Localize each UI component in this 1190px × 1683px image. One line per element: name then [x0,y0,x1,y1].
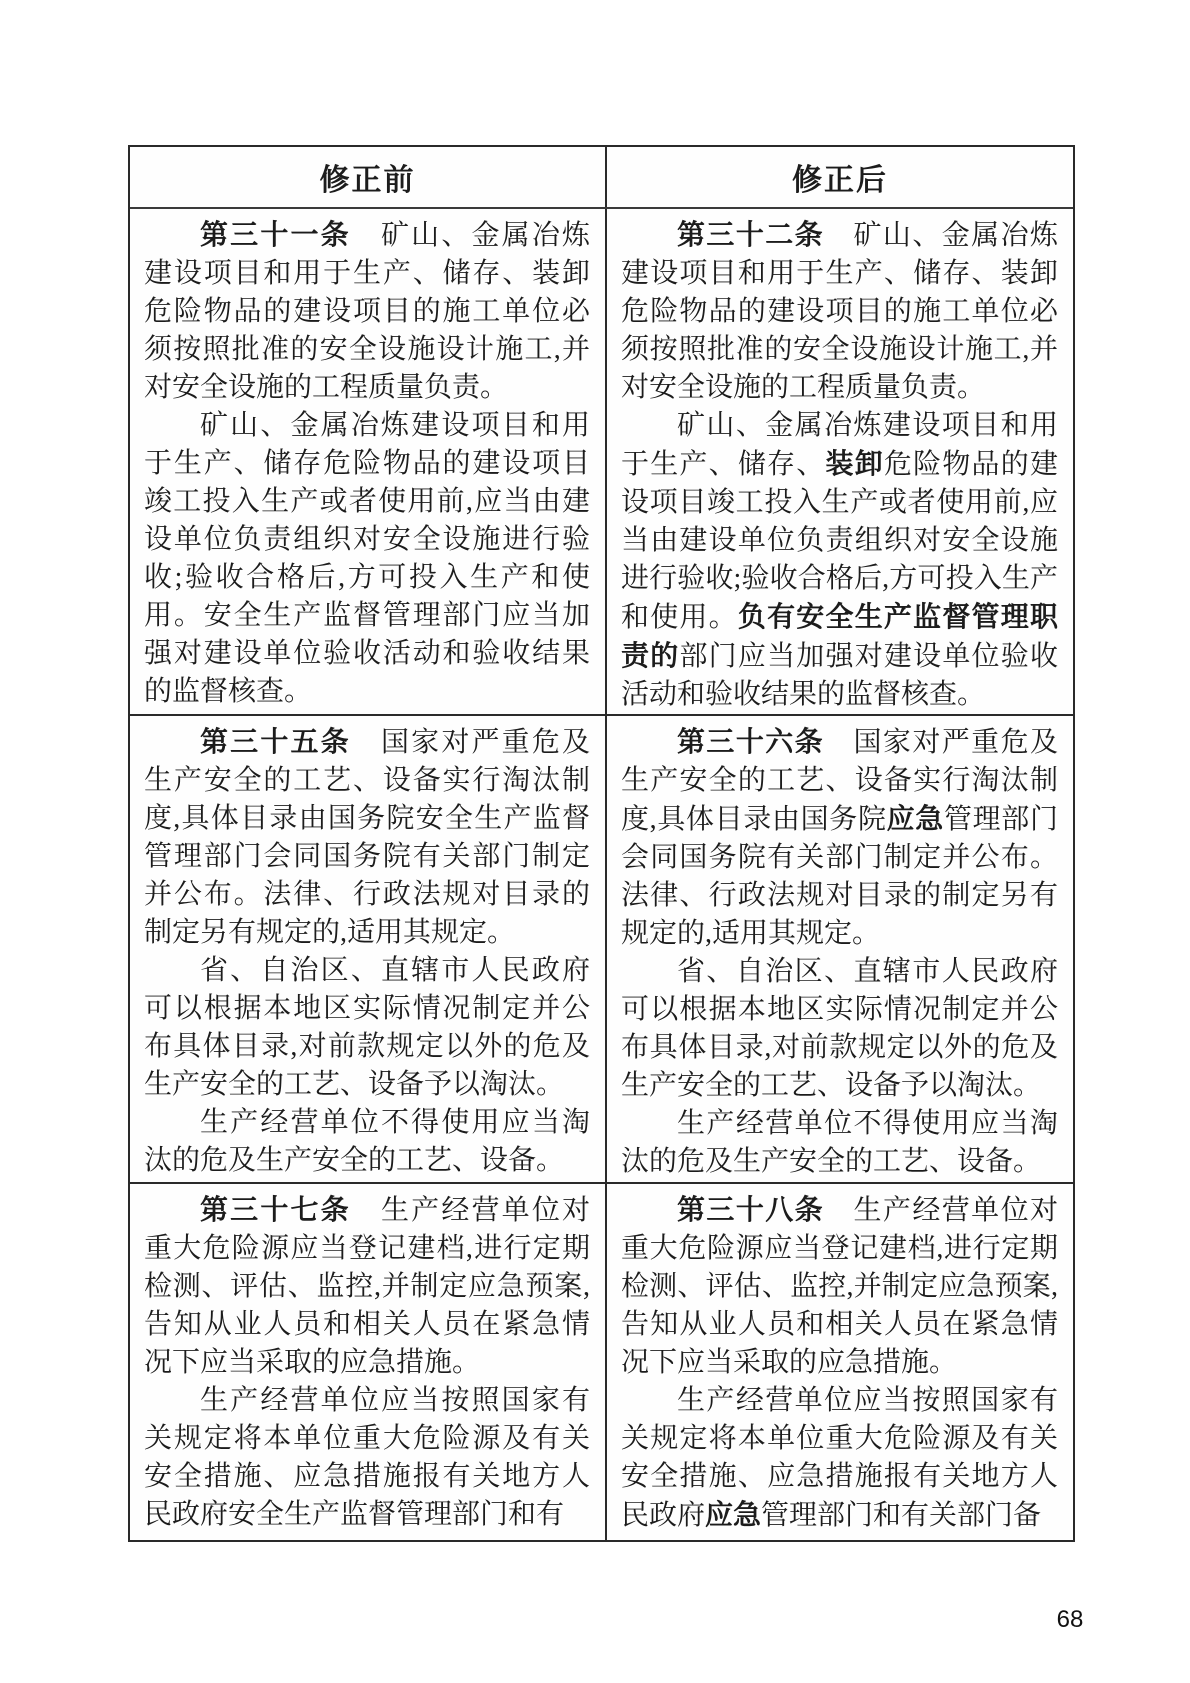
emphasized-text: 第三十六条 [677,726,825,757]
emphasized-text: 应急 [886,803,944,834]
amendment-comparison-table [128,145,1075,1542]
body-text: 省、自治区、直辖市人民政府可以根据本地区实际情况制定并公布具体目录,对前款规定以外的危及生产安全的工艺、设备予以淘汰。 [621,956,1058,1101]
paragraph [621,1191,1058,1382]
paragraph [144,1104,590,1180]
paragraph [621,953,1058,1105]
body-text: 矿山、金属冶炼建设项目和用于生产、储存、装卸危险物品的建设项目的施工单位必须按照批准的安全设施设计施工,并对安全设施的工程质量负责。 [621,220,1058,403]
cell-article-35-before [130,716,607,1182]
paragraph [621,1105,1058,1181]
body-text: 危险物品的建设项目竣工投入生产或者使用前,应当由建设单位负责组织对安全设施进行验收;验收合格后,方可投入生产和使用。 [621,449,1058,633]
paragraph [621,723,1058,953]
body-text: 矿山、金属冶炼建设项目和用于生产、储存、装卸危险物品的建设项目的施工单位必须按照批准的安全设施设计施工,并对安全设施的工程质量负责。 [144,220,590,403]
body-text: 管理部门会同国务院有关部门制定并公布。法律、行政法规对目录的制定另有规定的,适用其规定。 [621,804,1058,949]
emphasized-text: 应急 [705,1499,762,1530]
emphasized-text: 负有安全生产监督管理职责的 [621,601,1058,671]
table-row-article-35-36 [130,716,1073,1184]
emphasized-text: 第三十八条 [677,1194,825,1225]
table-row-article-31-32 [130,209,1073,716]
cell-article-32-after [607,209,1073,714]
paragraph [144,216,590,407]
body-text: 国家对严重危及生产安全的工艺、设备实行淘汰制度,具体目录由国务院 [621,727,1058,835]
cell-article-31-before [130,209,607,714]
body-text: 省、自治区、直辖市人民政府可以根据本地区实际情况制定并公布具体目录,对前款规定以外的危及生产安全的工艺、设备予以淘汰。 [144,955,590,1100]
cell-article-36-after [607,716,1073,1182]
body-text: 国家对严重危及生产安全的工艺、设备实行淘汰制度,具体目录由国务院安全生产监督管理部门会同国务院有关部门制定并公布。法律、行政法规对目录的制定另有规定的,适用其规定。 [144,727,590,948]
body-text: 生产经营单位应当按照国家有关规定将本单位重大危险源及有关安全措施、应急措施报有关地方人民政府 [621,1385,1058,1531]
cell-article-37-before [130,1184,607,1540]
body-text: 生产经营单位应当按照国家有关规定将本单位重大危险源及有关安全措施、应急措施报有关地方人民政府安全生产监督管理部门和有 [144,1385,590,1530]
body-text: 生产经营单位不得使用应当淘汰的危及生产安全的工艺、设备。 [621,1108,1058,1177]
emphasized-text: 第三十七条 [200,1194,351,1225]
paragraph [621,216,1058,407]
body-text: 管理部门和有关部门备 [761,1500,1042,1531]
paragraph [144,952,590,1104]
emphasized-text: 第三十一条 [200,219,351,250]
paragraph [621,407,1058,714]
emphasized-text: 装卸 [825,448,884,479]
page-number: 68 [1056,1606,1084,1633]
paragraph [144,407,590,711]
paragraph [144,1382,590,1534]
body-text: 生产经营单位对重大危险源应当登记建档,进行定期检测、评估、监控,并制定应急预案,告知从业人员和相关人员在紧急情况下应当采取的应急措施。 [621,1195,1058,1378]
paragraph [144,1191,590,1382]
body-text: 部门应当加强对建设单位验收活动和验收结果的监督核查。 [621,641,1058,710]
body-text: 生产经营单位不得使用应当淘汰的危及生产安全的工艺、设备。 [144,1107,590,1176]
body-text: 矿山、金属冶炼建设项目和用于生产、储存危险物品的建设项目竣工投入生产或者使用前,应当由建设单位负责组织对安全设施进行验收;验收合格后,方可投入生产和使用。安全生产监督管理部门应当加强对建设单位验收活动和验收结果的监督核查。 [144,410,590,707]
column-header-after-amendment: 修正后 [792,164,888,197]
paragraph [621,1382,1058,1535]
body-text: 矿山、金属冶炼建设项目和用于生产、储存、 [621,410,1058,480]
cell-article-38-after [607,1184,1073,1540]
column-header-before-amendment: 修正前 [130,147,607,207]
body-text: 生产经营单位对重大危险源应当登记建档,进行定期检测、评估、监控,并制定应急预案,告知从业人员和相关人员在紧急情况下应当采取的应急措施。 [144,1195,590,1378]
table-header-row [130,147,1073,209]
emphasized-text: 第三十二条 [677,219,825,250]
paragraph [144,723,590,952]
emphasized-text: 第三十五条 [200,726,351,757]
table-row-article-37-38 [130,1184,1073,1540]
